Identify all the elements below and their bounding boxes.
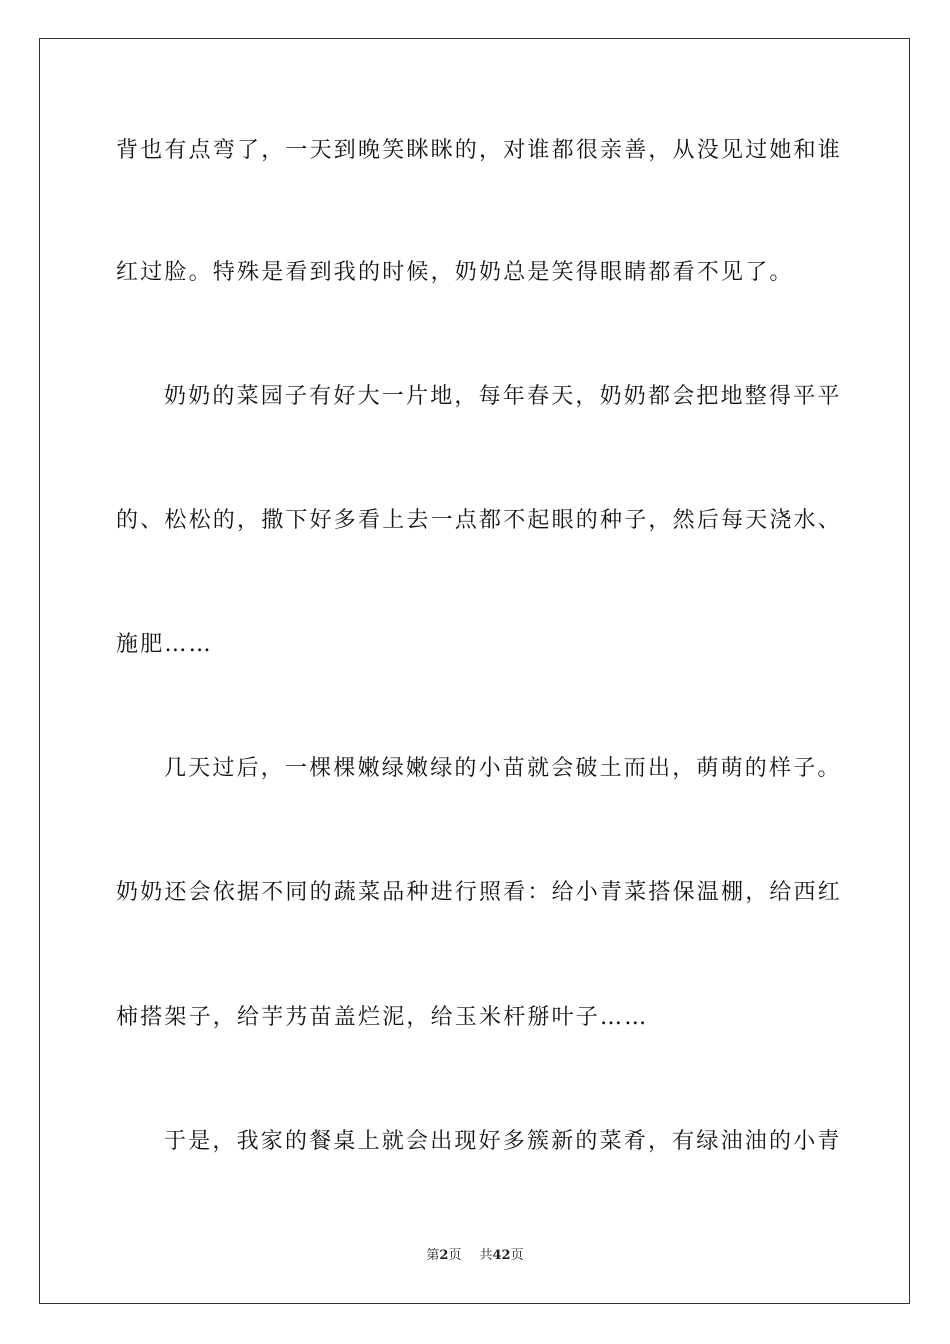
page-border <box>39 38 910 1304</box>
text-line-4: 的、松松的，撒下好多看上去一点都不起眼的种子，然后每天浇水、 <box>116 508 843 533</box>
total-pages: 42 <box>492 1248 511 1263</box>
page-prefix: 第 <box>426 1248 440 1263</box>
text-line-6: 几天过后，一棵棵嫩绿嫩绿的小苗就会破土而出，萌萌的样子。 <box>164 756 842 781</box>
total-prefix: 共 <box>479 1248 493 1263</box>
text-line-9: 于是，我家的餐桌上就会出现好多簇新的菜肴，有绿油油的小青 <box>164 1129 842 1154</box>
page-suffix: 页 <box>448 1248 462 1263</box>
page-number: 2 <box>439 1248 449 1263</box>
text-line-1: 背也有点弯了，一天到晚笑眯眯的，对谁都很亲善，从没见过她和谁 <box>116 138 843 163</box>
text-line-3: 奶奶的菜园子有好大一片地，每年春天，奶奶都会把地整得平平 <box>164 384 842 409</box>
text-line-8: 柿搭架子，给芋艿苗盖烂泥，给玉米杆掰叶子…… <box>116 1005 649 1030</box>
page-footer <box>0 1246 950 1266</box>
text-line-2: 红过脸。特殊是看到我的时候，奶奶总是笑得眼睛都看不见了。 <box>116 260 794 285</box>
total-suffix: 页 <box>510 1248 524 1263</box>
text-line-5: 施肥…… <box>116 632 213 657</box>
text-line-7: 奶奶还会依据不同的蔬菜品种进行照看：给小青菜搭保温棚，给西红 <box>116 880 843 905</box>
